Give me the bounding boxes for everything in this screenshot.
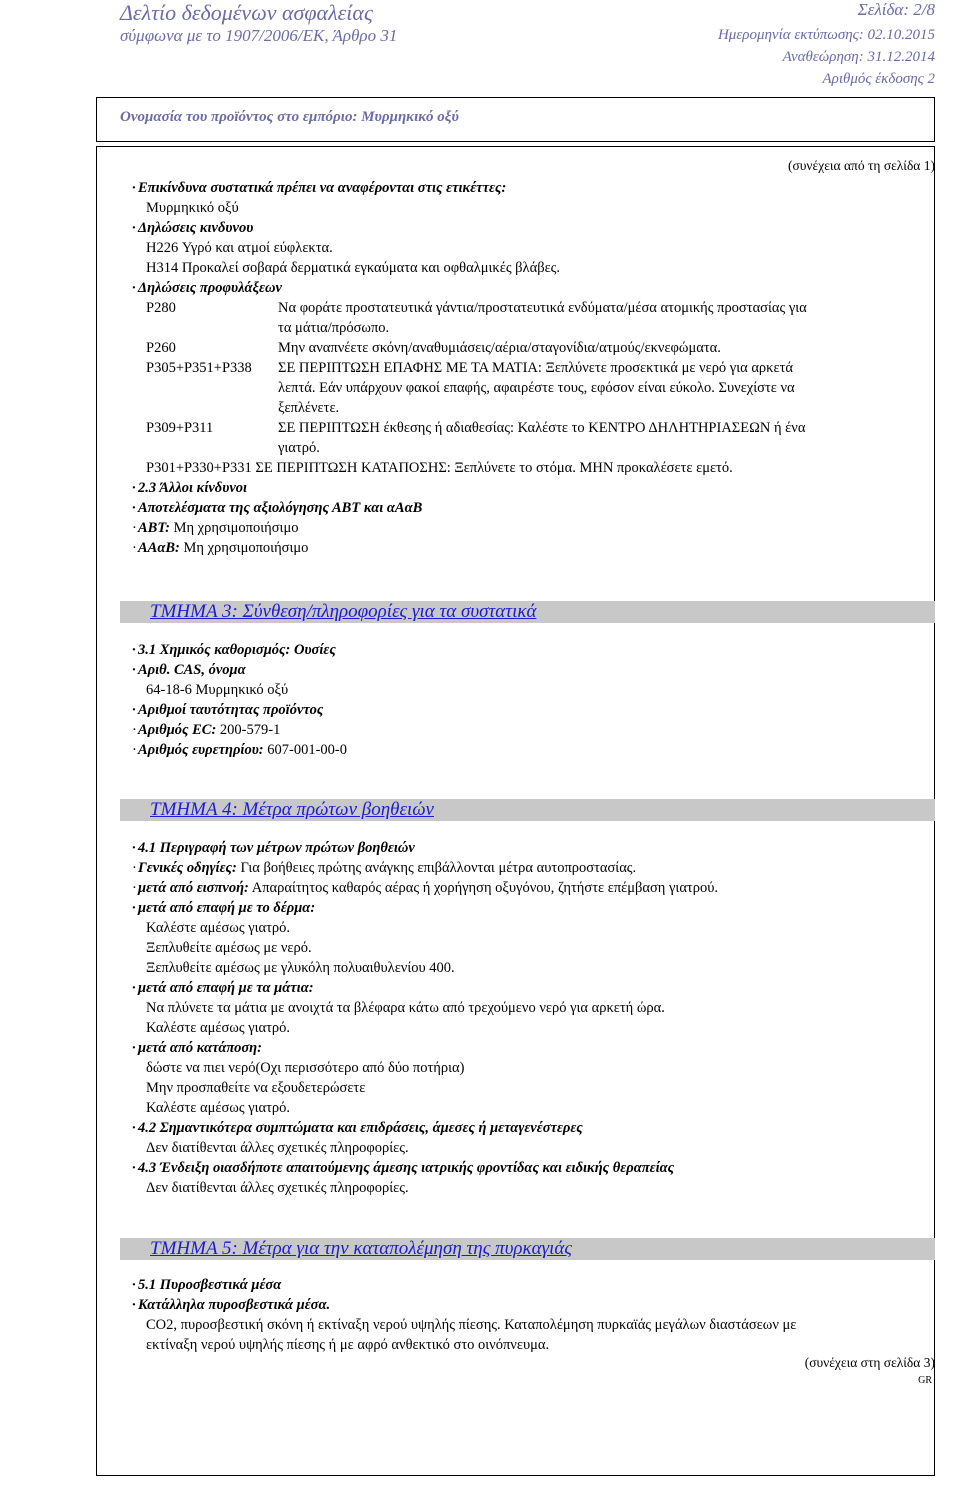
section-3-title: ΤΜΗΜΑ 3: Σύνθεση/πληροφορίες για τα συστατικά [150,601,537,622]
skin-instruction-2: Ξεπλυθείτε αμέσως με νερό. [146,940,312,956]
document-title: Δελτίο δεδομένων ασφαλείας [120,0,373,25]
country-code: GR [918,1375,932,1386]
pbt-line: · ΑΒΤ: Μη χρησιμοποιήσιμο [132,520,299,536]
extinguishing-media-label: · 5.1 Πυροσβεστικά μέσα [132,1277,282,1293]
eye-instruction-2: Καλέστε αμέσως γιατρό. [146,1020,291,1036]
continued-to: (συνέχεια στη σελίδα 3) [804,1355,935,1370]
section-4-content [132,838,935,1198]
suitable-media-label: · Κατάλληλα πυροσβεστικά μέσα. [132,1297,331,1313]
medical-attention-label: · 4.3 Ένδειξη οιασδήποτε απαιτούμενης άμεσης ιατρικής φροντίδας και ειδικής θεραπείας [132,1160,675,1176]
eye-instruction-1: Να πλύνετε τα μάτια με ανοιχτά τα βλέφαρα κάτω από τρεχούμενο νερό για αρκετή ώρα. [146,1000,665,1016]
suitable-media-text-1: CO2, πυροσβεστική σκόνη ή εκτίναξη νερού υψηλής πίεσης. Καταπολέμηση πυρκαϊάς μεγάλων διαστάσεων με [146,1317,797,1333]
medical-attention-value: Δεν διατίθενται άλλες σχετικές πληροφορίες. [146,1180,409,1196]
skin-instruction-3: Ξεπλυθείτε αμέσως με γλυκόλη πολυαιθυλενίου 400. [146,960,455,976]
cas-label: · Αριθ. CAS, όνομα [132,662,246,678]
p309-statement-cont: γιατρό. [278,440,320,456]
ingestion-instruction-3: Καλέστε αμέσως γιατρό. [146,1100,291,1116]
after-skin-contact-label: · μετά από επαφή με το δέρμα: [132,900,316,916]
identification-numbers-label: · Αριθμοί ταυτότητας προϊόντος [132,702,324,718]
product-name: Ονομασία του προϊόντος στο εμπόριο: Μυρμηκικό οξύ [120,109,459,125]
hazard-statements-label: · Δηλώσεις κινδυνου [132,220,254,236]
revision-date: Αναθεώρηση: 31.12.2014 [782,49,935,65]
p260-statement: P260 Μην αναπνέετε σκόνη/αναθυμιάσεις/αέρια/σταγονίδια/ατμούς/εκνεφώματα. [146,340,721,356]
p305-statement-cont2: ξεπλένετε. [278,400,340,416]
after-eye-contact-label: · μετά από επαφή με τα μάτια: [132,980,314,996]
symptoms-label: · 4.2 Σημαντικότερα συμπτώματα και επιδράσεις, άμεσες ή μεταγενέστερες [132,1120,583,1136]
hazardous-components-label: · Επικίνδυνα συστατικά πρέπει να αναφέρονται στις ετικέττες: [132,180,507,196]
p305-statement: P305+P351+P338 ΣΕ ΠΕΡΙΠΤΩΣΗ ΕΠΑΦΗΣ ΜΕ ΤΑ ΜΑΤΙΑ: Ξεπλύνετε προσεκτικά με νερό για αρκετά [146,360,793,376]
h226-statement: H226 Υγρό και ατμοί εύφλεκτα. [146,240,333,256]
index-number: · Αριθμός ευρετηρίου: 607-001-00-0 [132,742,348,758]
cas-value: 64-18-6 Μυρμηκικό οξύ [146,682,289,698]
p301-statement: P301+P330+P331 ΣΕ ΠΕΡΙΠΤΩΣΗ ΚΑΤΑΠΟΣΗΣ: Ξεπλύνετε το στόμα. ΜΗΝ προκαλέσετε εμετό. [146,460,733,476]
version-number: Αριθμός έκδοσης 2 [822,71,935,87]
print-date: Ημερομηνία εκτύπωσης: 02.10.2015 [717,27,935,43]
ingestion-instruction-2: Μην προσπαθείτε να εξουδετερώσετε [146,1080,366,1096]
p280-statement-cont: τα μάτια/πρόσωπο. [278,320,390,336]
after-swallowing-label: · μετά από κατάποση: [132,1040,262,1056]
section-5-content [132,1275,935,1355]
continued-from: (συνέχεια από τη σελίδα 1) [787,158,935,173]
section-3-content [132,640,935,760]
pbt-results-label: · Αποτελέσματα της αξιολόγησης ΑΒΤ και αΑαΒ [132,500,423,516]
ec-number: · Αριθμός EC: 200-579-1 [132,722,281,738]
page-number: Σελίδα: 2/8 [857,0,935,19]
ingestion-instruction-1: δώστε να πιει νερό(Οχι περισσότερο από δύο ποτήρια) [146,1060,465,1076]
vpvb-line: · ΑΑαΒ: Μη χρησιμοποιήσιμο [132,540,309,556]
p280-statement: P280 Να φοράτε προστατευτικά γάντια/προστατευτικά ενδύματα/μέσα ατομικής προστασίας για [146,300,807,316]
skin-instruction-1: Καλέστε αμέσως γιατρό. [146,920,291,936]
p305-statement-cont: λεπτά. Εάν υπάρχουν φακοί επαφής, αφαιρέστε τους, εφόσον είναι εύκολο. Συνεχίστε να [278,380,795,396]
general-information: · Γενικές οδηγίες: Για βοήθειες πρώτης ανάγκης επιβάλλονται μέτρα αυτοπροστασίας. [132,860,637,876]
other-hazards-label: · 2.3 Άλλοι κίνδυνοι [132,480,248,496]
section-2-content [132,178,935,558]
symptoms-value: Δεν διατίθενται άλλες σχετικές πληροφορίες. [146,1140,409,1156]
document-subtitle: σύμφωνα με το 1907/2006/ΕΚ, Άρθρο 31 [120,26,398,45]
suitable-media-text-2: εκτίναξη νερού υψηλής πίεσης ή με αφρό ανθεκτικό στο οινόπνευμα. [146,1337,550,1353]
section-4-title: ΤΜΗΜΑ 4: Μέτρα πρώτων βοηθειών [150,799,434,820]
precautionary-label: · Δηλώσεις προφυλάξεων [132,280,282,296]
first-aid-description-label: · 4.1 Περιγραφή των μέτρων πρώτων βοηθειών [132,840,415,856]
hazardous-component: Μυρμηκικό οξύ [146,200,239,216]
chemical-characterisation: · 3.1 Χημικός καθορισμός: Ουσίες [132,642,336,658]
section-5-title: ΤΜΗΜΑ 5: Μέτρα για την καταπολέμηση της πυρκαγιάς [150,1238,573,1259]
h314-statement: H314 Προκαλεί σοβαρά δερματικά εγκαύματα και οφθαλμικές βλάβες. [146,260,561,276]
after-inhalation: · μετά από εισπνοή: Απαραίτητος καθαρός αέρας ή χορήγηση οξυγόνου, ζητήστε επέμβαση γιατρού. [132,880,719,896]
p309-statement: P309+P311 ΣΕ ΠΕΡΙΠΤΩΣΗ έκθεσης ή αδιαθεσίας: Καλέστε το ΚΕΝΤΡΟ ΔΗΛΗΤΗΡΙΑΣΕΩΝ ή ένα [146,420,806,436]
